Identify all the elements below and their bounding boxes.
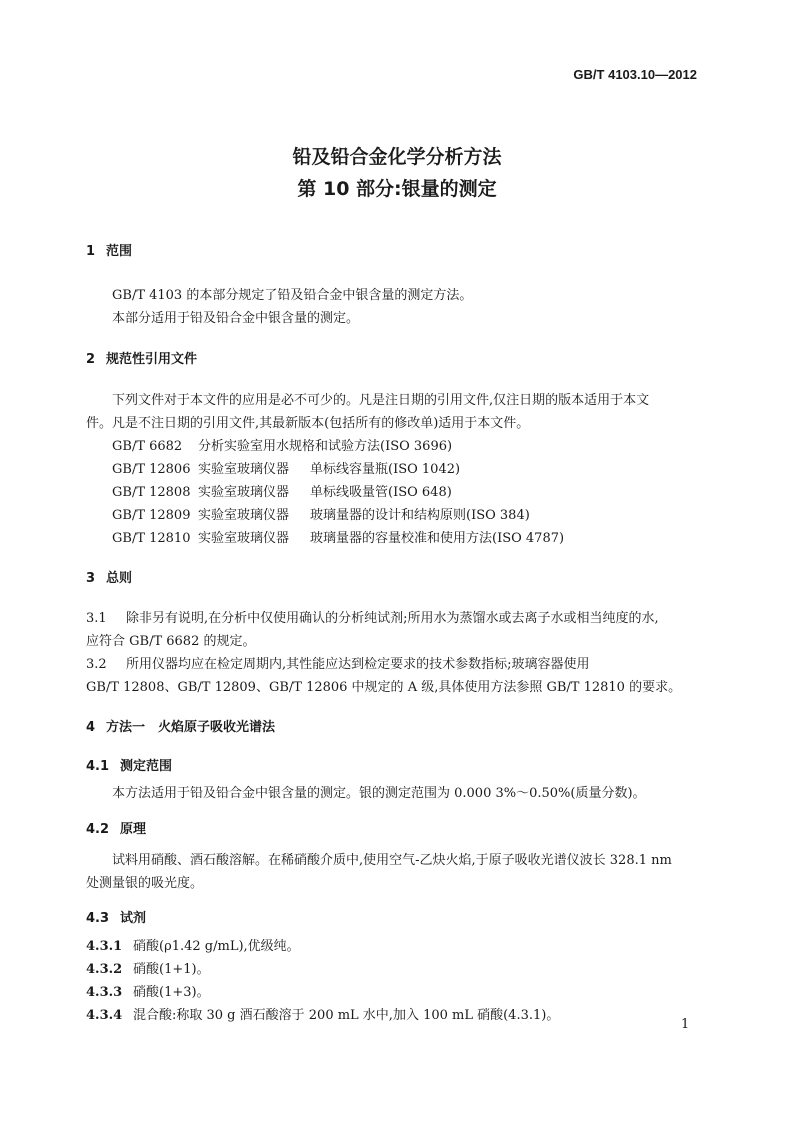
section-3-heading	[86, 567, 132, 586]
standard-code: GB/T 4103.10—2012	[573, 67, 697, 82]
reference-title: 分析实验室用水规格和试验方法(ISO 3696)	[198, 439, 453, 454]
clause-continuation: 应符合 GB/T 6682 的规定。	[86, 634, 256, 649]
reference-title: 实验室玻璃仪器	[198, 485, 290, 500]
section-number: 2	[86, 352, 96, 367]
reference-item	[112, 435, 452, 454]
subsection-title: 试剂	[120, 911, 147, 926]
reference-item	[112, 504, 530, 523]
paragraph: 本部分适用于铅及铅合金中银含量的测定。	[112, 311, 360, 326]
subsection-4-3-heading	[86, 907, 146, 926]
section-number: 3	[86, 571, 96, 586]
reference-item	[112, 481, 452, 500]
clause-continuation: GB/T 12808、GB/T 12809、GB/T 12806 中规定的 A 级,具体使用方法参照 GB/T 12810 的要求。	[86, 680, 682, 695]
paragraph: 处测量银的吸光度。	[86, 876, 204, 891]
paragraph: 件。凡是不注日期的引用文件,其最新版本(包括所有的修改单)适用于本文件。	[86, 416, 530, 431]
reference-subtitle: 单标线容量瓶(ISO 1042)	[310, 462, 461, 477]
reagent-number: 4.3.4	[86, 1008, 123, 1023]
reagent-item	[86, 958, 210, 977]
section-title: 方法一 火焰原子吸收光谱法	[106, 720, 276, 735]
reference-title: 实验室玻璃仪器	[198, 531, 290, 546]
reagent-text: 硝酸(ρ1.42 g/mL),优级纯。	[133, 939, 300, 954]
subsection-number: 4.2	[86, 822, 110, 837]
section-4-heading	[86, 716, 275, 735]
paragraph: 试料用硝酸、酒石酸溶解。在稀硝酸介质中,使用空气-乙炔火焰,于原子吸收光谱仪波长 328.1 nm	[112, 853, 672, 868]
paragraph: GB/T 4103 的本部分规定了铅及铅合金中银含量的测定方法。	[112, 288, 473, 303]
reference-item	[112, 458, 460, 477]
section-title: 总则	[106, 571, 133, 586]
section-2-heading	[86, 348, 197, 367]
reference-subtitle: 玻璃量器的设计和结构原则(ISO 384)	[310, 508, 530, 523]
paragraph: 下列文件对于本文件的应用是必不可少的。凡是注日期的引用文件,仅注日期的版本适用于本文	[112, 393, 650, 408]
clause	[86, 653, 590, 672]
reagent-item	[86, 935, 300, 954]
clause	[86, 607, 659, 626]
page-number: 1	[681, 1017, 690, 1032]
reference-subtitle: 单标线吸量管(ISO 648)	[310, 485, 452, 500]
reagent-item	[86, 981, 210, 1000]
reference-code: GB/T 12806	[112, 462, 191, 477]
reagent-text: 混合酸:称取 30 g 酒石酸溶于 200 mL 水中,加入 100 mL 硝酸(4.3.1)。	[133, 1008, 560, 1023]
reference-code: GB/T 12809	[112, 508, 191, 523]
subsection-title: 测定范围	[120, 759, 173, 774]
document-subtitle: 第 10 部分:银量的测定	[297, 178, 497, 200]
reagent-number: 4.3.1	[86, 939, 123, 954]
subsection-4-2-heading	[86, 818, 146, 837]
reagent-text: 硝酸(1+3)。	[133, 985, 210, 1000]
document-title: 铅及铅合金化学分析方法	[292, 146, 502, 168]
reference-item	[112, 527, 564, 546]
reference-subtitle: 玻璃量器的容量校准和使用方法(ISO 4787)	[310, 531, 565, 546]
reference-code: GB/T 6682	[112, 439, 183, 454]
paragraph: 本方法适用于铅及铅合金中银含量的测定。银的测定范围为 0.000 3%～0.50%(质量分数)。	[112, 786, 646, 801]
section-1-heading	[86, 240, 132, 259]
subsection-4-1-heading	[86, 755, 172, 774]
clause-number: 3.1	[86, 611, 107, 626]
reagent-number: 4.3.3	[86, 985, 123, 1000]
section-number: 4	[86, 720, 96, 735]
reagent-item	[86, 1004, 559, 1023]
subsection-title: 原理	[120, 822, 147, 837]
section-number: 1	[86, 244, 96, 259]
section-title: 规范性引用文件	[106, 352, 198, 367]
reagent-text: 硝酸(1+1)。	[133, 962, 210, 977]
reference-code: GB/T 12810	[112, 531, 191, 546]
clause-number: 3.2	[86, 657, 107, 672]
clause-text: 所用仪器均应在检定周期内,其性能应达到检定要求的技术参数指标;玻璃容器使用	[126, 657, 590, 672]
reference-code: GB/T 12808	[112, 485, 191, 500]
reference-title: 实验室玻璃仪器	[198, 508, 290, 523]
section-title: 范围	[106, 244, 133, 259]
subsection-number: 4.3	[86, 911, 110, 926]
subsection-number: 4.1	[86, 759, 110, 774]
reference-title: 实验室玻璃仪器	[198, 462, 290, 477]
reagent-number: 4.3.2	[86, 962, 123, 977]
clause-text: 除非另有说明,在分析中仅使用确认的分析纯试剂;所用水为蒸馏水或去离子水或相当纯度的水,	[126, 611, 659, 626]
